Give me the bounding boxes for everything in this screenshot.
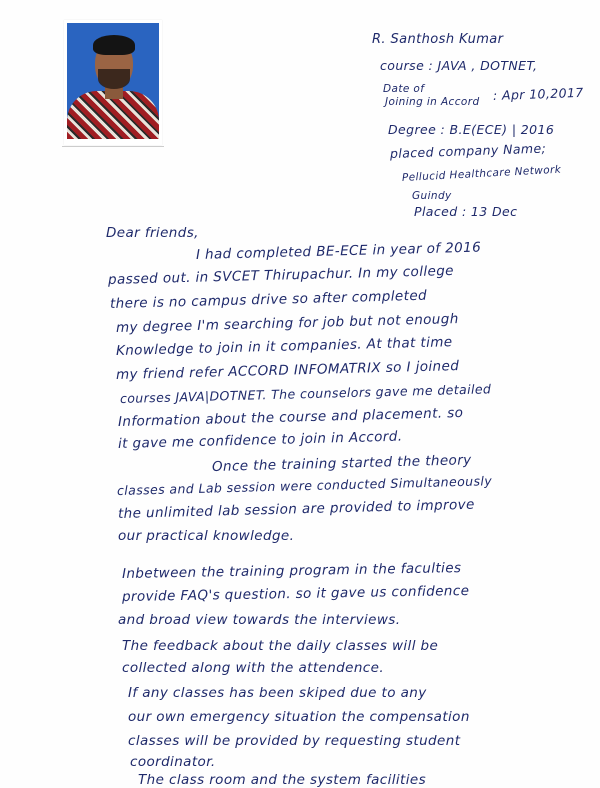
letter-line: my degree I'm searching for job but not enough [115, 311, 459, 336]
letter-line: our practical knowledge. [118, 528, 295, 544]
letter-line: Once the training started the theory [211, 452, 472, 475]
student-name: R. Santhosh Kumar [372, 32, 504, 47]
letter-line: passed out. in SVCET Thirupachur. In my college [107, 262, 455, 288]
company-location: Guindy [412, 190, 452, 202]
company-label: placed company Name; [389, 140, 547, 161]
letter-line: collected along with the attendence. [122, 660, 385, 676]
letter-line: our own emergency situation the compensation [128, 709, 470, 725]
photo-image [67, 23, 159, 139]
letter-line: there is no campus drive so after completed [109, 287, 428, 312]
letter-line: If any classes has been skiped due to any [128, 685, 427, 701]
letter-line: provide FAQ's question. so it gave us confidence [121, 582, 470, 605]
letter-line: and broad view towards the interviews. [118, 612, 401, 628]
doj-value: : Apr 10,2017 [492, 84, 584, 103]
letter-line: classes will be provided by requesting student [128, 733, 461, 749]
doj-label-2: Joining in Accord [385, 96, 480, 108]
letter-line: The class room and the system facilities [138, 772, 427, 788]
letter-line: Information about the course and placement. so [117, 404, 464, 430]
letter-line: courses JAVA|DOTNET. The counselors gave me detailed [119, 381, 492, 406]
letter-line: my friend refer ACCORD INFOMATRIX so I joined [115, 358, 460, 383]
photo-underline [62, 146, 164, 147]
letter-line: coordinator. [130, 754, 216, 770]
doj-label-1: Date of [383, 83, 425, 95]
letter-line: Inbetween the training program in the faculties [121, 560, 462, 582]
letter-line: Knowledge to join in it companies. At that time [115, 334, 453, 359]
letter-line: the unlimited lab session are provided to improve [117, 496, 475, 522]
letter-line: it gave me confidence to join in Accord. [117, 428, 403, 452]
course-line: course : JAVA , DOTNET, [380, 58, 538, 73]
salutation: Dear friends, [106, 225, 199, 241]
company-name: Pellucid Healthcare Network [401, 163, 562, 184]
placed-date: Placed : 13 Dec [414, 204, 518, 219]
letter-line: I had completed BE-ECE in year of 2016 [195, 239, 482, 263]
letter-line: The feedback about the daily classes will be [122, 638, 439, 654]
student-photo [64, 20, 162, 145]
degree-line: Degree : B.E(ECE) | 2016 [388, 122, 555, 137]
letter-line: classes and Lab session were conducted Simultaneously [116, 473, 493, 498]
